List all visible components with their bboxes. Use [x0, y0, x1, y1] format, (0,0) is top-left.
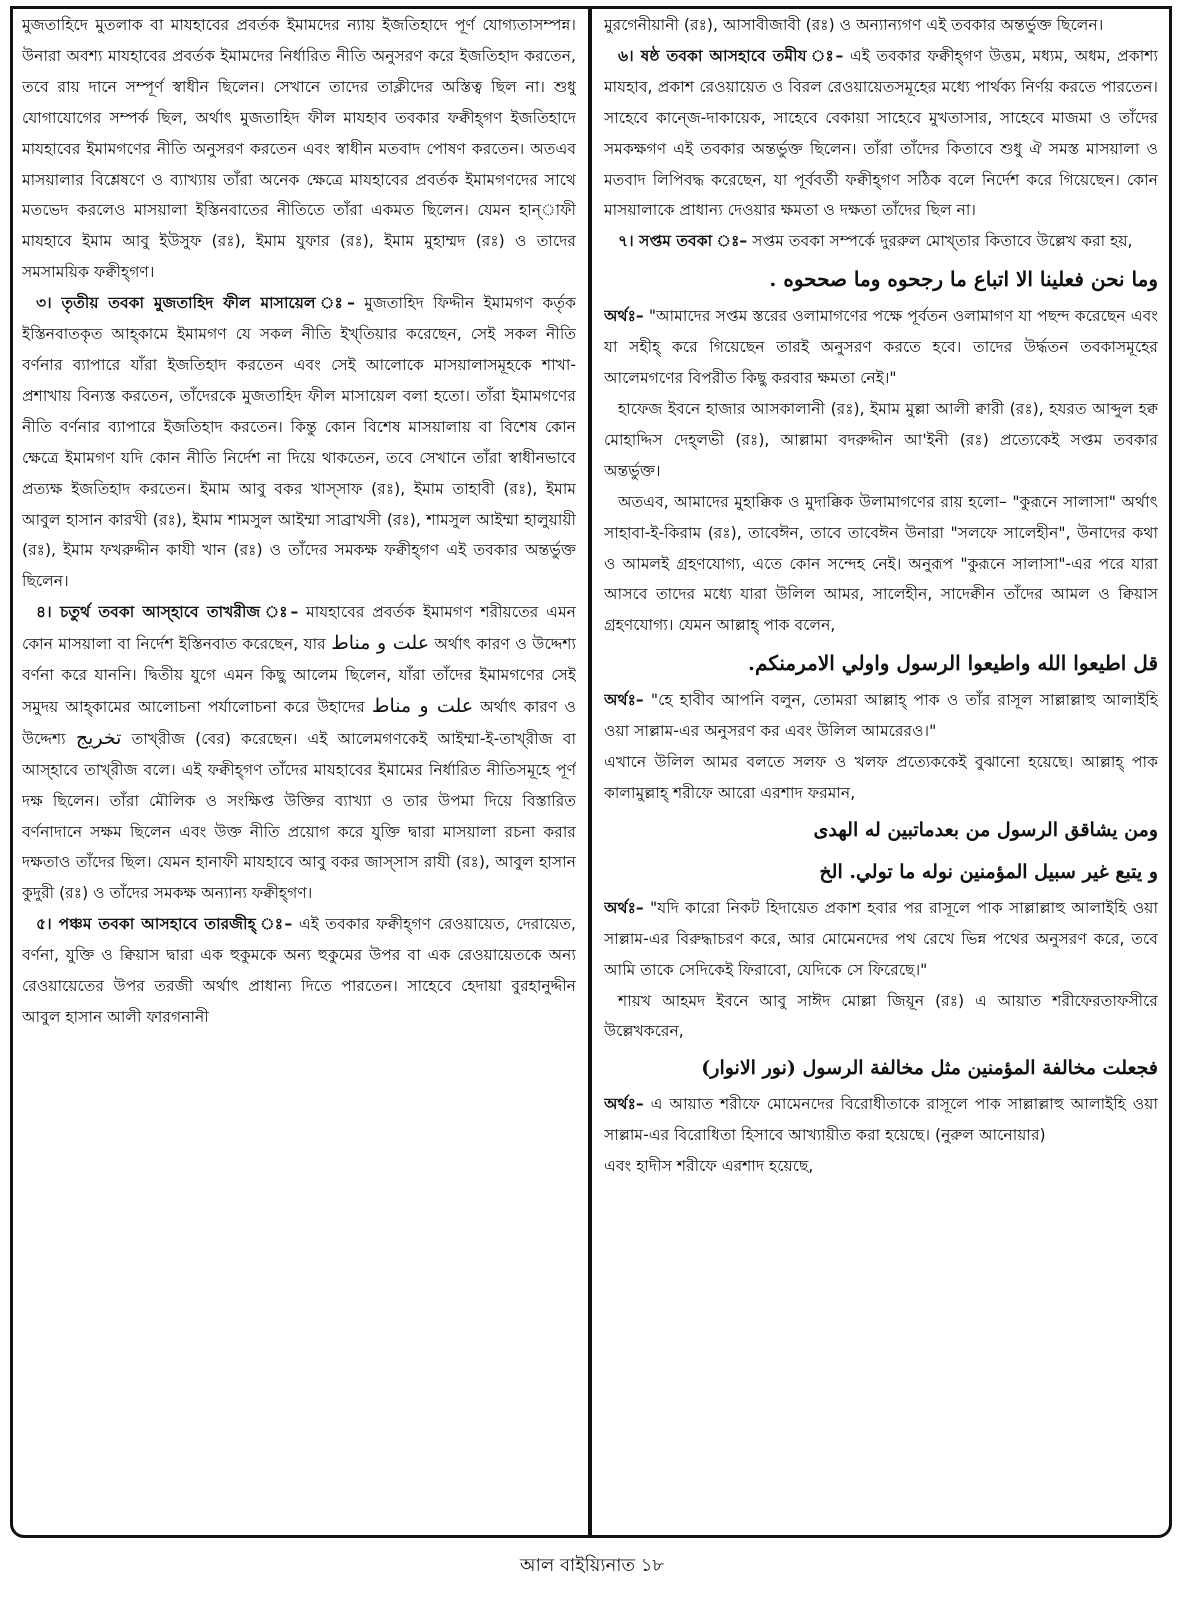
arabic-term: علت و مناط: [331, 632, 430, 655]
translation: [604, 301, 1158, 394]
translation: [604, 893, 1158, 986]
translation-text: "হে হাবীব আপনি বলুন, তোমরা আল্লাহ্ পাক ও তাঁর রাসূল সাল্লাল্লাহু আলাইহি ওয়া সাল্লাম-এর অনুসরণ কর এবং উলিল আমরেরও।": [604, 691, 1158, 741]
section-heading: ৭। সপ্তম তবকা ঃ–: [618, 232, 748, 251]
section-heading: ৪। চতুর্থ তবকা আস্‌হাবে তাখরীজ ঃ–: [36, 603, 299, 622]
section-7: [604, 226, 1158, 257]
arabic-term: علت و مناط: [371, 694, 474, 717]
meaning-label: অর্থঃ–: [604, 691, 644, 710]
paragraph: এবং হাদীস শরীফে এরশাদ হয়েছে,: [604, 1157, 814, 1176]
paragraph: এখানে উলিল আমর বলতে সলফ ও খলফ প্রত্যেককেই বুঝানো হয়েছে। আল্লাহ্ পাক কালামুল্লাহ্ শরীফে আরো এরশাদ ফরমান,: [604, 753, 1158, 802]
meaning-label: অর্থঃ–: [604, 898, 644, 917]
arabic-quote: قل اطيعوا الله واطيعوا الرسول واولي الامرمنكم.: [748, 651, 1158, 676]
translation-text: "যদি কারো নিকট হিদায়েত প্রকাশ হবার পর রাসূলে পাক সাল্লাল্লাহু আলাইহি ওয়া সাল্লাম-এর বিরুদ্ধাচরণ করে, আর মোমেনদের পথ রেখে ভিন্ন পথের অনুসরণ করে, তবে আমি তাকে সেদিকেই ফিরাবো, যেদিকে সে ফিরেছে।": [604, 898, 1158, 979]
section-body: অর্থাৎ কারণ ও উদ্দেশ্য বর্ণনা করে যাননি। দ্বিতীয় যুগে এমন কিছু আলেম ছিলেন, যাঁরা তাঁদের ইমামগণের সেই সমুদয় আহ্‌কামের আলোচনা পর্যালোচনা করে উহাদের: [22, 635, 576, 716]
page-footer: আল বাইয়্যিনাত ১৮: [519, 1555, 665, 1576]
section-heading: ৬। ষষ্ঠ তবকা আসহাবে তমীয ঃ–: [618, 46, 844, 65]
arabic-term: تخريج: [75, 726, 122, 749]
paragraph: মুজতাহিদে মুতলাক বা মাযহাবের প্রবর্তক ইমামদের ন্যায় ইজতিহাদে পূর্ণ যোগ্যতাসম্পন্ন। উনারা অবশ্য মাযহাবের প্রবর্তক ইমামদের নির্ধারিত নীতি অনুসরণ করে ইজতিহাদ করতেন, তবে রায় দানে সম্পূর্ণ স্বাধীন ছিলেন। সেখানে তাদের তাক্লীদের অস্তিত্ব ছিল না। শুধু যোগাযোগের সম্পর্ক ছিল, অর্থাৎ মুজতাহিদ ফীল মাযহাব তবকার ফক্বীহ্‌গণ ইজতিহাদে মাযহাবের ইমামগণের নীতি অনুসরণ করতেন এবং স্বাধীন মতবাদ পোষণ করতেন। অতএব মাসয়ালার বিশ্লেষণে ও ব্যাখ্যায় তাঁরা অনেক ক্ষেত্রে মাযহাবের প্রবর্তক ইমামগণদের সাথে মতভেদ করলেও মাসয়ালা ইস্তিনবাতের নীতিতে তাঁরা একমত ছিলেন। যেমন হান্াফী মাযহাবে ইমাম আবু ইউসুফ (রঃ), ইমাম যুফার (রঃ), ইমাম মুহাম্মদ (রঃ) ও তাদের সমসাময়িক ফক্বীহ্‌গণ।: [22, 16, 576, 282]
section-heading: ৩। তৃতীয় তবকা মুজতাহিদ ফীল মাসায়েল ঃ–: [36, 294, 355, 313]
right-column: [604, 10, 1158, 1520]
column-divider: [588, 6, 592, 1538]
arabic-quote: وما نحن فعلينا الا اتباع ما رجحوه وما صححوه .: [769, 267, 1158, 292]
section-4: [22, 597, 576, 909]
meaning-label: অর্থঃ–: [604, 1095, 644, 1114]
translation: [604, 685, 1158, 747]
translation: [604, 1089, 1158, 1151]
arabic-quote: و يتبع غير سبيل المؤمنين نوله ما تولي. الخ: [819, 860, 1158, 883]
section-heading: ৫। পঞ্চম তবকা আসহাবে তারজীহ্ ঃ–: [36, 915, 293, 934]
translation-text: "আমাদের সপ্তম স্তরের ওলামাগণের পক্ষে পূর্বতন ওলামাগণ যা পছন্দ করেছেন এবং যা সহীহ্ করে গিয়েছেন তারই অনুসরণ করতে হবে। তাদের উর্দ্ধতন তবকাসমূহের আলেমগণের বিপরীত কিছু করবার ক্ষমতা নেই।": [604, 307, 1158, 388]
paragraph: শায়খ আহমদ ইবনে আবু সাঈদ মোল্লা জিয়ূন (রঃ) এ আয়াত শরীফেরতাফসীরে উল্লেখকরেন,: [604, 991, 1158, 1041]
section-body: তাখ্‌রীজ (বের) করেছেন। এই আলেমগণকেই আইম্মা-ই-তাখ্‌রীজ বা আস্‌হাবে তাখ্‌রীজ বলে। এই ফক্বীহ্‌গণ তাঁদের মাযহাবের ইমামের নির্ধারিত নীতিসমূহে পূর্ণ দক্ষ ছিলেন। তাঁরা মৌলিক ও সংক্ষিপ্ত উক্তির ব্যাখ্যা ও তার উপমা দিয়ে বিস্তারিত বর্ণনাদানে সক্ষম ছিলেন এবং উক্ত নীতি প্রয়োগ করে যুক্তি দ্বারা মাসয়ালা রচনা করার দক্ষতাও তাঁদের ছিল। যেমন হানাফী মাযহাবে আবু বকর জাস্‌সাস রাযী (রঃ), আবুল হাসান কুদুরী (রঃ) ও তাঁদের সমকক্ষ অন্যান্য ফক্বীহ্‌গণ।: [22, 729, 576, 903]
arabic-quote: ومن يشاقق الرسول من بعدماتبين له الهدى: [813, 818, 1158, 841]
section-body: মাযহাবের প্রবর্তক ইমামগণ শরীয়তের এমন কোন মাসয়ালা বা নির্দেশ ইস্তিনবাত করেছেন, যার: [22, 603, 576, 654]
section-body: এই তবকার ফক্বীহ্‌গণ উত্তম, মধ্যম, অধম, প্রকাশ্য মাযহাব, প্রকাশ রেওয়ায়েত ও বিরল রেওয়ায়েতসমূহের মধ্যে পার্থক্য নির্ণয় করতে পারতেন। সাহেবে কান্জে-দাকায়েক, সাহেবে বেকায়া সাহেবে মুখতাসার, সাহেবে মাজমা ও তাঁদের সমকক্ষগণ এই তবকার অন্তর্ভুক্ত ছিলেন। তাঁরা তাঁদের কিতাবে শুধু ঐ সমস্ত মাসয়ালা ও মতবাদ লিপিবদ্ধ করেছেন, যা পূর্ববর্তী ফক্বীহ্‌গণ সঠিক বলে নির্দেশ করে গিয়েছেন। কোন মাসয়ালাকে প্রাধান্য দেওয়ার ক্ষমতা ও দক্ষতা তাঁদের ছিল না।: [604, 46, 1158, 220]
paragraph: হাফেজ ইবনে হাজার আসকালানী (রঃ), ইমাম মুল্লা আলী ক্বারী (রঃ), হযরত আব্দুল হক্ব মোহাদ্দিস দেহ্‌লভী (রঃ), আল্লামা বদরুদ্দীন আ'ইনী (রঃ) প্রত্যেকেই সপ্তম তবকার অন্তর্ভুক্ত।: [604, 399, 1158, 480]
section-6: [604, 41, 1158, 226]
section-5: [22, 909, 576, 1033]
translation-text: এ আয়াত শরীফে মোমেনদের বিরোধীতাকে রাসূলে পাক সাল্লাল্লাহু আলাইহি ওয়া সাল্লাম-এর বিরোধিতা হিসাবে আখ্যায়ীত করা হয়েছে। (নুরুল আনোয়ার): [604, 1095, 1158, 1145]
paragraph: অতএব, আমাদের মুহাক্কিক ও মুদাক্কিক উলামাগণের রায় হলো– "কুরূনে সালাসা" অর্থাৎ সাহাবা-ই-কিরাম (রঃ), তাবেঈন, তাবে তাবেঈন উনারা "সলফে সালেহীন", উনাদের কথা ও আমলই গ্রহণযোগ্য, এতে কোন সন্দেহ নেই। অনুরূপ "কুরূনে সালাসা"-এর পরে যারা আসবে তাদের মধ্যে যারা উলিল আমর, সালেহীন, সাদেক্বীন তাঁদের আমল ও ক্বিয়াস গ্রহণযোগ্য। যেমন আল্লাহ্ পাক বলেন,: [604, 492, 1158, 635]
section-body: মুজতাহিদ ফিদ্দীন ইমামগণ কর্তৃক ইস্তিনবাতকৃত আহ্‌কামে ইমামগণ যে সকল নীতি ইখ্‌তিয়ার করেছেন, সেই সকল নীতি বর্ণনার ব্যাপারে যাঁরা ইজতিহাদ করতেন এবং সেই আলোকে মাসয়ালাসমূহকে শাখা-প্রশাখায় বিন্যস্ত করতেন, তাঁদেরকে মুজতাহিদ ফীল মাসায়েল বলা হতো। তাঁরা ইমামগণের নীতি বর্ণনার ব্যাপারে ইজতিহাদ করতেন। কিন্তু কোন বিশেষ মাসয়ালায় বা বিশেষ কোন ক্ষেত্রে ইমামগণ যদি কোন নীতি নির্দেশ না দিয়ে থাকতেন, তবে সেখানে তাঁরা স্বাধীনভাবে প্রত্যক্ষ ইজতিহাদ করতেন। ইমাম আবু বকর খাস্‌সাফ (রঃ), ইমাম তাহাবী (রঃ), ইমাম আবুল হাসান কারখী (রঃ), ইমাম শামসুল আইম্মা সাব্রাখসী (রঃ), শামসুল আইম্মা হালুয়ায়ী (রঃ), ইমাম ফখরুদ্দীন কাযী খান (রঃ) ও তাঁদের সমকক্ষ ফক্বীহ্‌গণ এই তবকার অন্তর্ভুক্ত ছিলেন।: [22, 294, 576, 591]
section-body: অর্থাৎ কারণ ও উদ্দেশ্য: [22, 697, 576, 748]
arabic-quote: فجعلت مخالفة المؤمنين مثل مخالفة الرسول (نور الانوار): [701, 1057, 1158, 1080]
meaning-label: অর্থঃ–: [604, 307, 644, 326]
paragraph: মুরগেনীয়ানী (রঃ), আসাবীজাবী (রঃ) ও অন্যান্যগণ এই তবকার অন্তর্ভুক্ত ছিলেন।: [604, 16, 1104, 34]
section-3: [22, 288, 576, 597]
section-body: সপ্তম তবকা সম্পর্কে দুররুল মোখ্‌তার কিতাবে উল্লেখ করা হয়,: [747, 232, 1133, 251]
section-body: এই তবকার ফক্বীহ্‌গণ রেওয়ায়েত, দেরায়েত, বর্ণনা, যুক্তি ও ক্বিয়াস দ্বারা এক হুকুমকে অন্য হুকুমের উপর বা এক রেওয়ায়েতকে অন্য রেওয়ায়েতের উপর তরজী অর্থাৎ প্রাধান্য দিতে পারতেন। সাহেবে হেদায়া বুরহানুদ্দীন আবুল হাসান আলী ফারগনানী: [22, 915, 576, 1026]
left-column: [22, 10, 576, 1520]
